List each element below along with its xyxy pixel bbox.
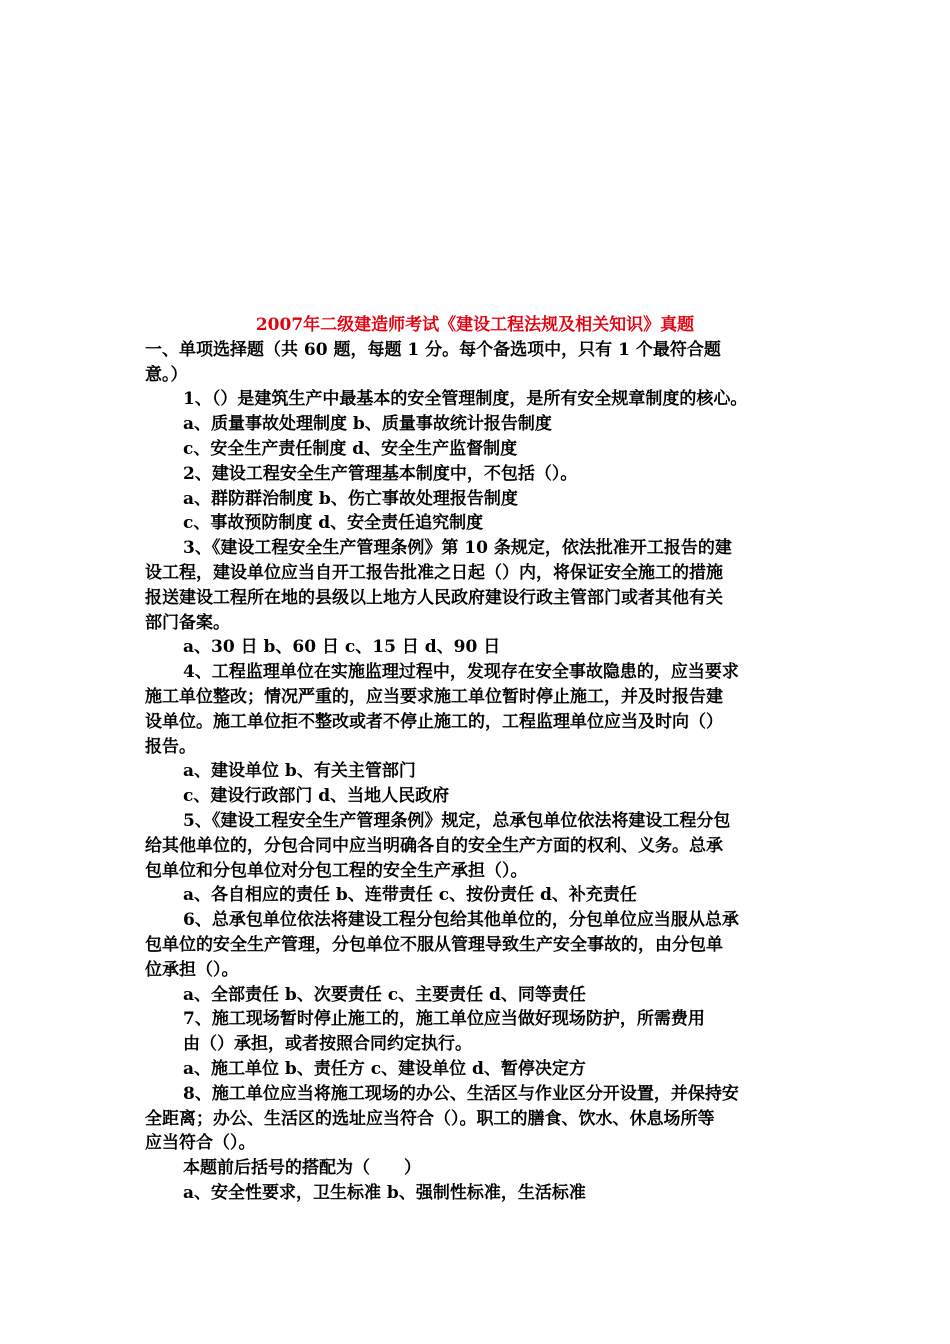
text-line: a、全部责任 b、次要责任 c、主要责任 d、同等责任 <box>183 984 586 1005</box>
text-line: 7、施工现场暂时停止施工的，施工单位应当做好现场防护，所需费用 <box>183 1009 705 1030</box>
text-line: a、安全性要求，卫生标准 b、强制性标准，生活标准 <box>183 1182 586 1203</box>
text-line: a、建设单位 b、有关主管部门 <box>183 761 416 782</box>
text-line: a、各自相应的责任 b、连带责任 c、按份责任 d、补充责任 <box>183 885 637 906</box>
text-line: 设工程，建设单位应当自开工报告批准之日起（）内，将保证安全施工的措施 <box>145 562 723 583</box>
text-line: 3、《建设工程安全生产管理条例》第 10 条规定，依法批准开工报告的建 <box>183 538 732 559</box>
text-line: 一、单项选择题（共 60 题，每题 1 分。每个备选项中，只有 1 个最符合题 <box>145 339 721 360</box>
text-line: 5、《建设工程安全生产管理条例》规定，总承包单位依法将建设工程分包 <box>183 810 731 831</box>
text-line: c、事故预防制度 d、安全责任追究制度 <box>183 513 484 534</box>
text-line: 报送建设工程所在地的县级以上地方人民政府建设行政主管部门或者其他有关 <box>145 587 723 608</box>
text-line: 报告。 <box>145 736 196 757</box>
text-line: 包单位和分包单位对分包工程的安全生产承担（）。 <box>145 860 528 881</box>
text-line: 设单位。施工单位拒不整改或者不停止施工的，工程监理单位应当及时向（） <box>145 711 723 732</box>
text-line: a、30 日 b、60 日 c、15 日 d、90 日 <box>183 637 501 658</box>
text-line: 6、总承包单位依法将建设工程分包给其他单位的，分包单位应当服从总承 <box>183 910 739 931</box>
text-line: 应当符合（）。 <box>145 1133 256 1154</box>
text-line: a、质量事故处理制度 b、质量事故统计报告制度 <box>183 414 552 435</box>
text-line: 2、建设工程安全生产管理基本制度中，不包括（）。 <box>183 463 578 484</box>
text-line: a、群防群治制度 b、伤亡事故处理报告制度 <box>183 488 518 509</box>
text-line: 4、工程监理单位在实施监理过程中，发现存在安全事故隐患的，应当要求 <box>183 662 739 683</box>
text-line: 给其他单位的，分包合同中应当明确各自的安全生产方面的权利、义务。总承 <box>145 835 723 856</box>
question-list <box>145 338 825 1206</box>
text-line: 位承担（）。 <box>145 959 239 980</box>
text-line: 8、施工单位应当将施工现场的办公、生活区与作业区分开设置，并保持安 <box>183 1083 739 1104</box>
text-line: c、建设行政部门 d、当地人民政府 <box>183 786 450 807</box>
document-content <box>145 313 825 1206</box>
text-line: 意。） <box>145 364 188 385</box>
text-line: a、施工单位 b、责任方 c、建设单位 d、暂停决定方 <box>183 1058 586 1079</box>
text-line: c、安全生产责任制度 d、安全生产监督制度 <box>183 438 518 459</box>
text-line: 部门备案。 <box>145 612 230 633</box>
text-line: 本题前后括号的搭配为（ ） <box>183 1158 421 1179</box>
text-line: 施工单位整改；情况严重的，应当要求施工单位暂时停止施工，并及时报告建 <box>145 686 723 707</box>
text-line: 1、（）是建筑生产中最基本的安全管理制度，是所有安全规章制度的核心。 <box>183 389 748 410</box>
document-title: 2007年二级建造师考试《建设工程法规及相关知识》真题 <box>255 315 695 335</box>
text-line: 由（）承担，或者按照合同约定执行。 <box>183 1034 472 1055</box>
text-line: 包单位的安全生产管理，分包单位不服从管理导致生产安全事故的，由分包单 <box>145 934 723 955</box>
text-line: 全距离；办公、生活区的选址应当符合（）。职工的膳食、饮水、休息场所等 <box>145 1108 715 1129</box>
